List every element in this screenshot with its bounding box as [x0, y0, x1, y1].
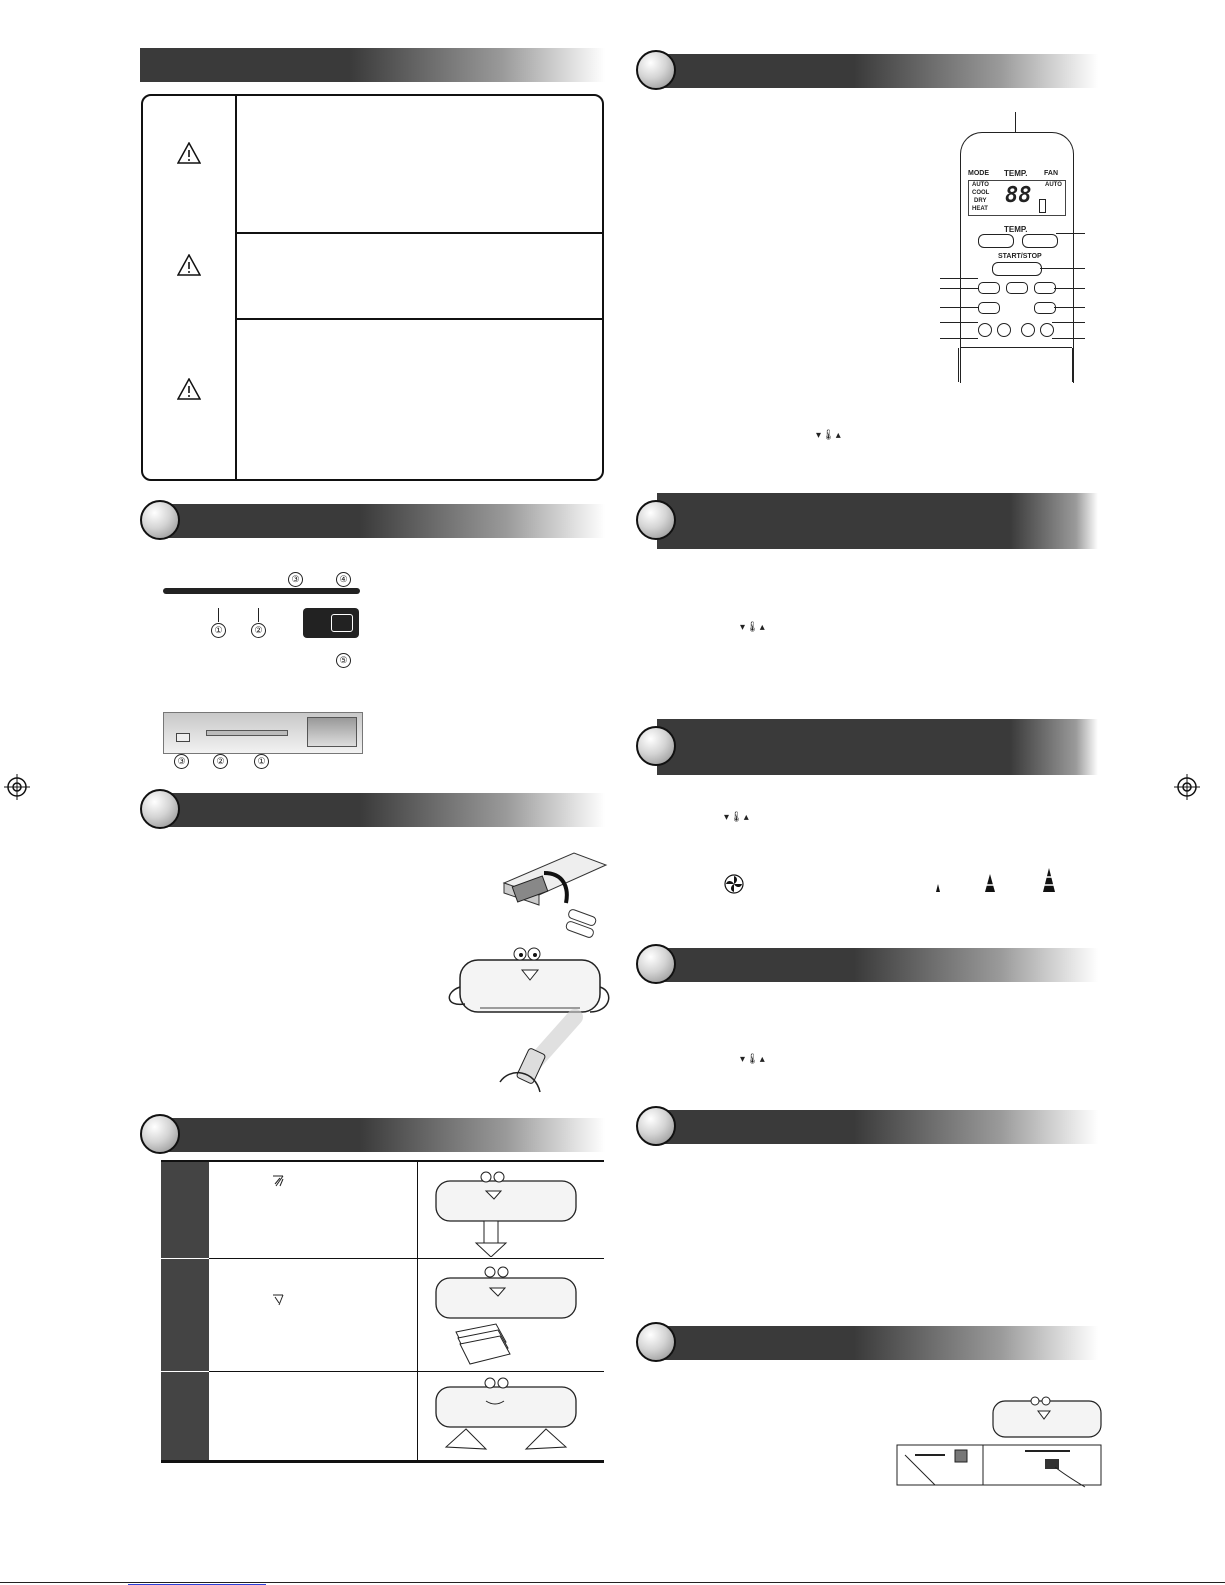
callout-number: ③ [174, 754, 189, 769]
battery-install-illustration [494, 843, 612, 943]
off-timer-button[interactable] [997, 323, 1011, 337]
fan-level-icon [1039, 199, 1046, 213]
louver-fix-icon [271, 1292, 285, 1306]
fan-icon [724, 874, 744, 894]
section-marker [140, 789, 180, 829]
section-marker [636, 1106, 676, 1146]
indicator-panel-lower [163, 712, 363, 754]
footer-rule [0, 1582, 1225, 1583]
registration-mark-icon [4, 774, 30, 800]
mode-button[interactable] [1006, 282, 1028, 294]
fan-button[interactable] [1034, 302, 1056, 314]
section-header-bar [158, 1118, 605, 1152]
remote-lcd-digits: 88 [1005, 183, 1032, 208]
remote-mode-label: MODE [968, 170, 989, 177]
temp-up-button[interactable] [1022, 234, 1058, 248]
indicator-strip [163, 588, 360, 594]
callout-number: ② [251, 623, 266, 638]
start-stop-button[interactable] [992, 262, 1042, 276]
remote-fan-value: AUTO [1045, 182, 1062, 188]
set-button[interactable] [978, 302, 1000, 314]
louver-swing-icon [271, 1174, 285, 1188]
airflow-down-illustration [426, 1167, 596, 1257]
temp-down-button[interactable] [978, 234, 1014, 248]
remote-fan-label: FAN [1044, 170, 1058, 177]
section-header-bar [140, 48, 605, 82]
section-header-bar [158, 504, 605, 538]
cancel-button[interactable] [1021, 323, 1035, 337]
section-marker [140, 1114, 180, 1154]
warning-icon [177, 254, 201, 276]
callout-number: ③ [288, 572, 303, 587]
remote-control-diagram [940, 112, 1085, 382]
airflow-horizontal-illustration [426, 1262, 596, 1368]
remote-temp-label: TEMP. [1004, 169, 1028, 178]
callout-number: ⑤ [336, 653, 351, 668]
callout-number: ① [254, 754, 269, 769]
emergency-operation-illustration [895, 1395, 1105, 1490]
swing-button[interactable] [978, 282, 1000, 294]
callout-number: ① [211, 623, 226, 638]
section-marker [636, 500, 676, 540]
section-marker [636, 1322, 676, 1362]
section-header-bar [654, 54, 1098, 88]
section-marker [636, 944, 676, 984]
temp-adjust-icon: ▾🌡▴ [740, 622, 766, 633]
section-header-bar [654, 1110, 1098, 1144]
safety-warning-box [141, 94, 604, 481]
reset-button[interactable] [1040, 323, 1054, 337]
temp-adjust-icon: ▾🌡▴ [724, 812, 750, 823]
section-marker [140, 500, 180, 540]
airflow-spread-illustration [426, 1377, 596, 1457]
registration-mark-icon [1174, 774, 1200, 800]
fan-speed-high-icon [1042, 866, 1056, 892]
receiver-window [303, 608, 359, 638]
callout-number: ④ [336, 572, 351, 587]
callout-number: ② [213, 754, 228, 769]
section-header-bar [657, 493, 1098, 549]
section-marker [636, 726, 676, 766]
fan-speed-med-icon [984, 872, 996, 892]
timer-button[interactable] [1034, 282, 1056, 294]
temp-adjust-icon: ▾🌡▴ [740, 1054, 766, 1065]
section-header-bar [657, 719, 1098, 775]
on-timer-button[interactable] [978, 323, 992, 337]
fan-speed-low-icon [934, 882, 942, 892]
remote-lcd-display: AUTO COOL DRY HEAT 88 AUTO [968, 180, 1066, 216]
remote-temp-button-label: TEMP. [1004, 225, 1028, 234]
section-header-bar [158, 793, 605, 827]
warning-icon [177, 378, 201, 400]
temp-adjust-icon: ▾🌡▴ [816, 430, 842, 441]
warning-icon [177, 142, 201, 164]
section-marker [636, 50, 676, 90]
remote-start-stop-label: START/STOP [998, 253, 1042, 260]
section-header-bar [654, 948, 1098, 982]
section-header-bar [654, 1326, 1098, 1360]
airflow-table [161, 1160, 604, 1463]
indoor-unit-remote-illustration [440, 942, 610, 1102]
